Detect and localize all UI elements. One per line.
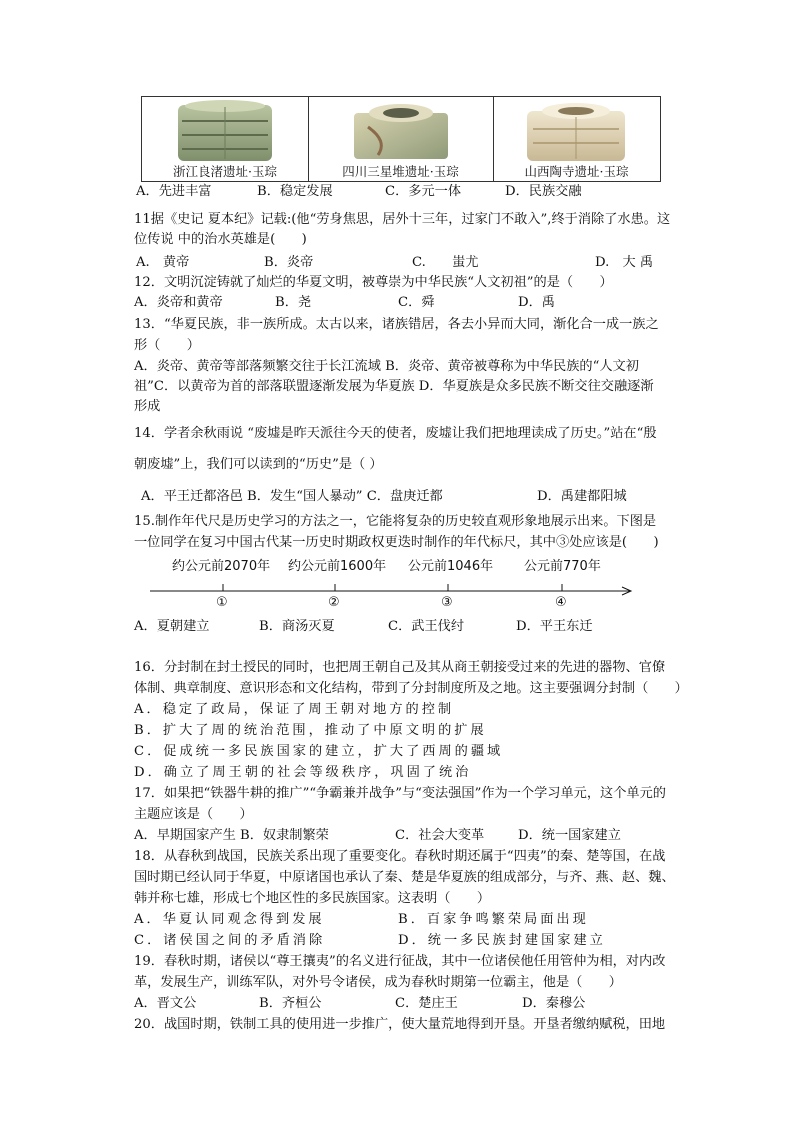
q17-option-c: C．社会大变革	[395, 828, 485, 843]
jade-caption-sanxingdui: 四川三星堆遗址·玉琮	[342, 164, 459, 179]
q15-option-d: D．平王东迁	[516, 619, 593, 634]
q17-stem-line1: 17．如果把“铁器牛耕的推广”“争霸兼并战争”与“变法强国”作为一个学习单元，这个单元的	[134, 786, 666, 801]
q11-option-d: D. 大 禹	[595, 255, 654, 270]
q13-options-line1: A．炎帝、黄帝等部落频繁交往于长江流域 B．炎帝、黄帝被尊称为中华民族的“人文初	[134, 359, 639, 374]
q19-option-c: C．楚庄王	[395, 996, 458, 1011]
jade-cell-sanxingdui	[308, 97, 494, 181]
timeline-mark-1: ①	[216, 595, 228, 610]
q16-stem-line2: 体制、典章制度、意识形态和文化结构，带到了分封制度所及之地。这主要强调分封制（ ）	[134, 681, 688, 696]
q11-option-c: C. 蚩尤	[412, 255, 479, 270]
q17-option-d: D．统一国家建立	[518, 828, 621, 843]
jade-caption-liangzhu: 浙江良渚遗址·玉琮	[173, 164, 277, 179]
q10-option-c: C．多元一体	[385, 184, 462, 199]
q19-stem-line1: 19．春秋时期，诸侯以“尊王攘夷”的名义进行征战，其中一位诸侯他任用管仲为相，对内改	[134, 954, 666, 969]
q18-stem-line3: 韩并称七雄，形成七个地区性的多民族国家。这表明（ ）	[134, 891, 491, 906]
q16-option-d: D．确立了周王朝的社会等级秩序，巩固了统治	[134, 765, 472, 780]
q12-option-d: D．禹	[518, 295, 555, 310]
q18-option-c: C．诸侯国之间的矛盾消除	[134, 933, 326, 948]
q19-stem-line2: 革，发展生产，训练军队，对外号令诸侯，成为春秋时期第一位霸主，他是（ ）	[134, 975, 622, 990]
q15-stem-line2: 一位同学在复习中国古代某一历史时期政权更迭时制作的年代标尺，其中③处应该是( )	[134, 535, 659, 550]
q15-stem-line1: 15.制作年代尺是历史学习的方法之一，它能将复杂的历史较直观形象地展示出来。下图是	[134, 514, 657, 529]
jade-cong-sanxingdui-image	[308, 97, 493, 165]
q12-option-c: C．舜	[398, 295, 435, 310]
jade-cong-liangzhu-image	[142, 97, 308, 165]
q18-stem-line1: 18．从春秋到战国，民族关系出现了重要变化。春秋时期还属于“四夷”的秦、楚等国，在战	[134, 849, 666, 864]
q17-options-ab: A．早期国家产生 B．奴隶制繁荣	[134, 828, 329, 843]
q10-option-d: D．民族交融	[505, 184, 582, 199]
q19-option-a: A．晋文公	[134, 996, 197, 1011]
q18-option-a: A．华夏认同观念得到发展	[134, 912, 325, 927]
q16-option-c: C．促成统一多民族国家的建立，扩大了西周的疆域	[134, 744, 504, 759]
q10-option-b: B．稳定发展	[257, 184, 333, 199]
timeline-label-1: 约公元前2070年	[172, 559, 271, 574]
timeline-label-4: 公元前770年	[524, 559, 601, 574]
timeline-label-3: 公元前1046年	[408, 559, 494, 574]
q12-stem-line1: 12．文明沉淀铸就了灿烂的华夏文明，被尊崇为中华民族“人文初祖”的是（ ）	[134, 275, 613, 290]
timeline-mark-2: ②	[328, 595, 340, 610]
jade-caption-taosi: 山西陶寺遗址·玉琮	[524, 164, 629, 179]
q12-option-b: B．尧	[275, 295, 312, 310]
q11-stem-line2: 位传说 中的治水英雄是( )	[134, 232, 307, 247]
q11-option-a: A. 黄帝	[136, 255, 190, 270]
q15-option-b: B．商汤灭夏	[259, 619, 335, 634]
q14-stem-line2: 朝废墟”上，我们可以读到的“历史”是（ ）	[134, 457, 383, 472]
q13-options-line3: 形成	[134, 399, 161, 414]
q18-option-d: D．统一多民族封建国家建立	[398, 933, 606, 948]
q16-option-b: B．扩大了周的统治范围，推动了中原文明的扩展	[134, 723, 487, 738]
q14-stem-line1: 14．学者余秋雨说 “废墟是昨天派往今天的使者，废墟让我们把地理读成了历史。”站在“殷	[134, 426, 657, 441]
q14-option-d: D．禹建都阳城	[537, 489, 627, 504]
q18-option-b: B．百家争鸣繁荣局面出现	[398, 912, 589, 927]
q10-option-a: A．先进丰富	[136, 184, 212, 199]
q12-option-a: A．炎帝和黄帝	[134, 295, 223, 310]
jade-cell-taosi	[493, 97, 660, 181]
timeline-mark-4: ④	[555, 595, 567, 610]
q16-stem-line1: 16．分封制在封土授民的同时，也把周王朝自己及其从商王朝接受过来的先进的器物、官僚	[134, 660, 666, 675]
q15-option-c: C．武王伐纣	[388, 619, 465, 634]
jade-cell-liangzhu	[142, 97, 309, 181]
timeline-label-2: 约公元前1600年	[288, 559, 387, 574]
q13-stem-line1: 13．“华夏民族，非一族所成。太古以来，诸族错居，各去小异而大同，渐化合一成一族之	[134, 317, 659, 332]
q19-option-b: B．齐桓公	[259, 996, 322, 1011]
q11-option-b: B．炎帝	[264, 255, 314, 270]
q11-stem-line1: 11据《史记 夏本纪》记载:(他“劳身焦思，居外十三年，过家门不敢入”,终于消除了水患。这	[134, 212, 671, 227]
q19-option-d: D．秦穆公	[522, 996, 586, 1011]
jade-image-table	[141, 96, 661, 182]
q18-stem-line2: 国时期已经认同于华夏，中原诸国也承认了秦、楚是华夏族的组成部分，与齐、燕、赵、魏、	[134, 870, 675, 885]
timeline-mark-3: ③	[441, 595, 453, 610]
q13-options-line2: 祖”C．以黄帝为首的部落联盟逐渐发展为华夏族 D．华夏族是众多民族不断交往交融逐渐	[134, 379, 654, 394]
q13-stem-line2: 形（ ）	[134, 338, 200, 353]
jade-cong-taosi-image	[493, 97, 660, 165]
q16-option-a: A．稳定了政局，保证了周王朝对地方的控制	[134, 702, 455, 717]
q14-options-abc: A．平王迁都洛邑 B．发生“国人暴动” C．盘庚迁都	[141, 489, 443, 504]
q17-stem-line2: 主题应该是（ ）	[134, 807, 253, 822]
q15-option-a: A．夏朝建立	[134, 619, 210, 634]
q20-stem-line1: 20．战国时期，铁制工具的使用进一步推广，使大量荒地得到开垦。开垦者缴纳赋税，田地	[134, 1017, 666, 1032]
